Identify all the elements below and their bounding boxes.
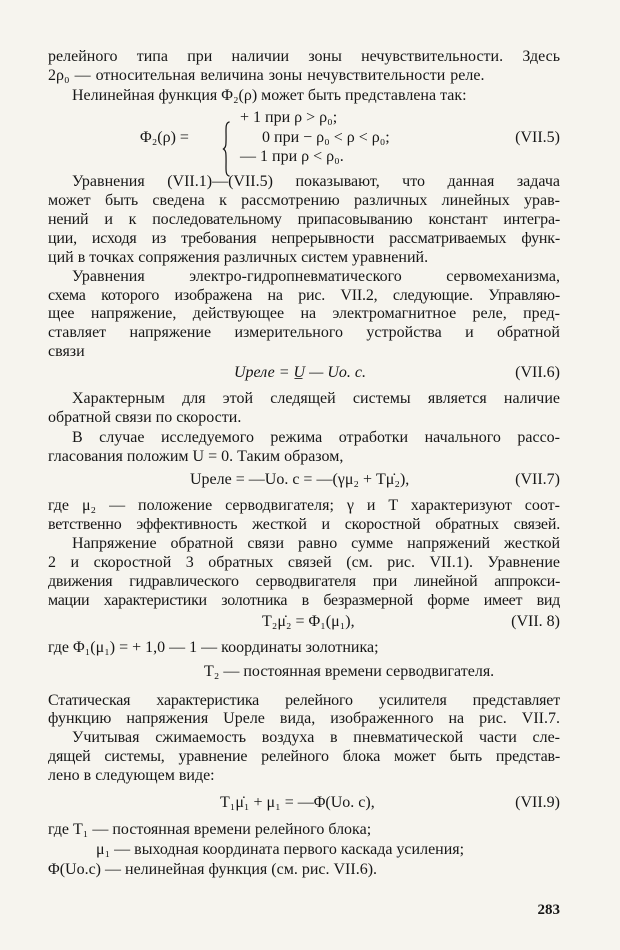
equation-vii5-case2: 0 при − ρ₀ < ρ < ρ₀; [262,128,390,146]
text-line: может быть сведена к рассмотрению различных линейных урав- [48,192,560,210]
equation-vii7: Uреле = —Uо. с = —(γμ₂ + Tμ̇₂), [190,470,410,488]
text-line: 2 и скоростной 3 обратных связей (см. рис. VII.1). Уравнение [48,554,560,572]
text-line: Φ(Uо.с) — нелинейная функция (см. рис. VII.6). [48,861,378,878]
text-line: нений и к последовательному припасовыванию констант интегра- [48,211,560,229]
text-line: ции, исходя из требования непрерывности рассматриваемых функ- [48,229,560,247]
text-line: связи [48,343,85,361]
equation-vii8: T₂μ̇₂ = Φ₁(μ₁), [262,613,355,631]
equation-number: (VII.6) [515,363,560,381]
text-line: μ₁ — выходная координата первого каскада усиления; [96,841,465,858]
equation-vii5-case1: + 1 при ρ > ρ₀; [240,108,338,126]
text-line: обратной связи по скорости. [48,409,242,427]
equation-vii6: Uреле = U̲ — Uо. с. [234,363,366,381]
text-line: где Φ₁(μ₁) = + 1,0 — 1 — координаты золотника; [48,639,379,657]
equation-number: (VII.7) [515,470,560,488]
equation-vii9: T₁μ̇₁ + μ₁ = —Φ(Uо. с), [220,794,375,811]
text-line: 2ρ₀ — относительная величина зоны нечувствительности реле. [48,66,485,84]
text-line: гласования положим U = 0. Таким образом, [48,447,344,465]
text-line: Учитывая сжимаемость воздуха в пневматической части сле- [72,729,560,747]
text-line: схема которого изображена на рис. VII.2, следующие. Управляю- [48,286,560,304]
text-line: T₂ — постоянная времени серводвигателя. [204,663,495,681]
text-line: Характерным для этой следящей системы является наличие [72,390,560,408]
text-line: Уравнения электро-гидропневматического сервомеханизма, [72,267,560,285]
left-brace-icon [222,121,231,177]
text-line: Статическая характеристика релейного усилителя представляет [48,691,560,709]
text-line: где T₁ — постоянная времени релейного блока; [48,821,372,838]
page-number: 283 [537,902,560,918]
equation-number: (VII.9) [515,794,560,811]
text-line: В случае исследуемого режима отработки начального рассо- [72,428,560,446]
text-line: мации характеристики золотника в безразмерной форме имеет вид [48,591,560,609]
equation-number: (VII.5) [515,128,560,146]
text-line: Уравнения (VII.1)—(VII.5) показывают, что данная задача [72,173,560,191]
text-line: Нелинейная функция Φ₂(ρ) может быть представлена так: [72,86,467,104]
text-line: функцию напряжения Uреле вида, изображенного на рис. VII.7. [48,710,560,728]
text-line: щее напряжение, действующее на электромагнитное реле, пред- [48,305,560,323]
text-line: лено в следующем виде: [48,767,215,784]
text-line: ветственно эффективность жесткой и скоростной обратных связей. [48,515,560,533]
text-line: ций в точках сопряжения различных систем уравнений. [48,248,429,266]
text-line: движения гидравлического серводвигателя при линейной аппрокси- [48,573,560,591]
text-line: где μ₂ — положение серводвигателя; γ и T характеризуют соот- [48,496,560,514]
text-line: Напряжение обратной связи равно сумме напряжений жесткой [72,535,560,553]
text-line: релейного типа при наличии зоны нечувствительности. Здесь [48,48,560,65]
equation-vii5-lhs: Φ₂(ρ) = [140,128,189,146]
text-line: ставляет напряжение измерительного устройства и обратной [48,324,560,342]
text-line: дящей системы, уравнение релейного блока может быть представ- [48,748,560,766]
equation-vii5-case3: — 1 при ρ < ρ₀. [240,148,344,166]
equation-number: (VII. 8) [511,613,560,631]
